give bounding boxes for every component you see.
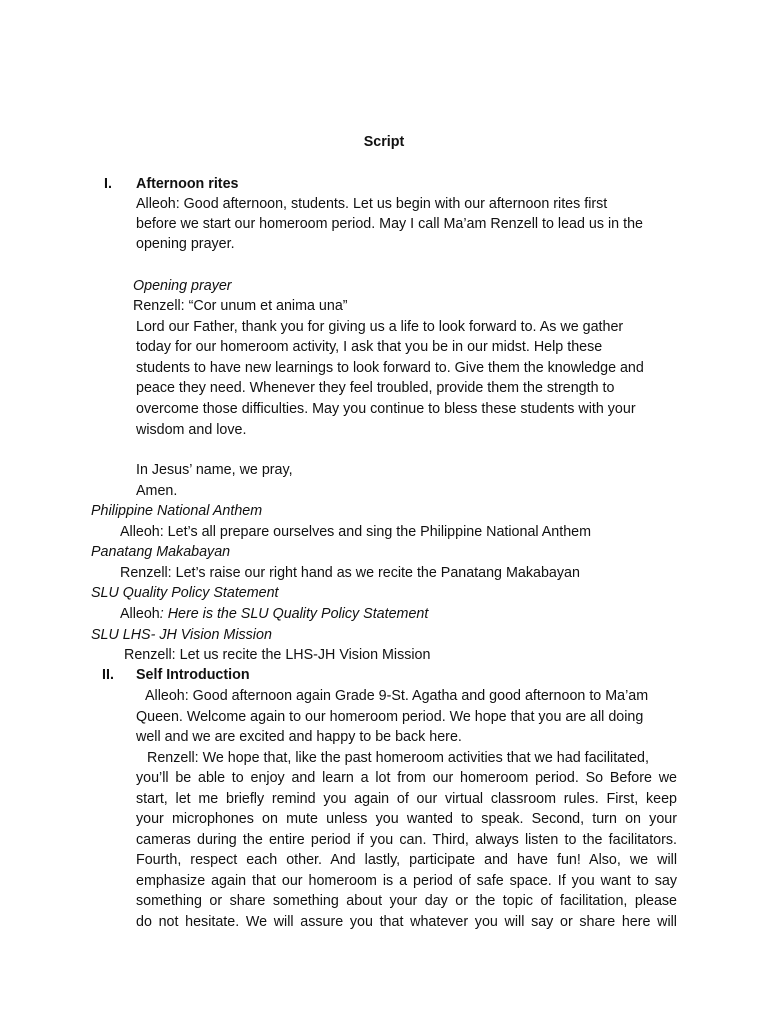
panatang-heading: Panatang Makabayan	[91, 544, 231, 560]
section-1-heading: Afternoon rites	[136, 176, 239, 192]
prayer-amen: Amen.	[136, 483, 178, 499]
rules-para-line: Fourth, respect each other. And lastly, participate and have fun! Also, we will	[136, 852, 677, 868]
prayer-speaker: Renzell: “Cor unum et anima una”	[133, 298, 348, 314]
prayer-line: wisdom and love.	[136, 422, 247, 438]
rules-para-line: you’ll be able to enjoy and learn a lot from our homeroom period. So Before we	[136, 770, 677, 786]
prayer-line: peace they need. Whenever they feel troubled, provide them the strength to	[136, 380, 615, 396]
prayer-line: overcome those difficulties. May you continue to bless these students with your	[136, 401, 636, 417]
intro-para-line: Alleoh: Good afternoon again Grade 9-St. Agatha and good afternoon to Ma’am	[145, 688, 649, 704]
rules-para-line: something or share something about your day or the topic of facilitation, please	[136, 893, 677, 909]
prayer-closing: In Jesus’ name, we pray,	[136, 462, 293, 478]
vision-heading: SLU LHS- JH Vision Mission	[91, 627, 272, 643]
anthem-heading: Philippine National Anthem	[91, 503, 263, 519]
prayer-line: today for our homeroom activity, I ask that you be in our midst. Help these	[136, 339, 603, 355]
section-1-numeral: I.	[104, 176, 112, 192]
panatang-line: Renzell: Let’s raise our right hand as we recite the Panatang Makabayan	[120, 565, 580, 581]
rules-para-line: cameras during the entire period if you can. Third, always listen to the facilitators.	[136, 832, 677, 848]
vision-line: Renzell: Let us recite the LHS-JH Vision Mission	[124, 647, 431, 663]
anthem-line: Alleoh: Let’s all prepare ourselves and sing the Philippine National Anthem	[120, 524, 592, 540]
policy-heading: SLU Quality Policy Statement	[91, 585, 279, 601]
intro-line: before we start our homeroom period. May I call Ma’am Renzell to lead us in the	[136, 216, 643, 232]
intro-para-line: Queen. Welcome again to our homeroom period. We hope that you are all doing	[136, 709, 644, 725]
rules-para-line: Renzell: We hope that, like the past homeroom activities that we had facilitated,	[147, 750, 649, 766]
rules-para-line: your microphones on mute unless you wanted to speak. Second, turn on your	[136, 811, 677, 827]
rules-para-line: emphasize again that our homeroom is a period of safe space. If you want to say	[136, 873, 677, 889]
document-title: Script	[363, 134, 405, 150]
opening-prayer-heading: Opening prayer	[133, 278, 232, 294]
section-2-heading: Self Introduction	[136, 667, 250, 683]
policy-speaker: Alleoh	[120, 606, 160, 622]
rules-para-line: do not hesitate. We will assure you that whatever you will say or share here will	[136, 914, 677, 930]
policy-statement: : Here is the SLU Quality Policy Statement	[159, 606, 429, 622]
prayer-line: students to have new learnings to look forward to. Give them the knowledge and	[136, 360, 644, 376]
intro-line: opening prayer.	[136, 236, 235, 252]
intro-line: Alleoh: Good afternoon, students. Let us begin with our afternoon rites first	[136, 196, 608, 212]
rules-para-line: start, let me briefly remind you again of our virtual classroom rules. First, keep	[136, 791, 677, 807]
intro-para-line: well and we are excited and happy to be back here.	[136, 729, 462, 745]
policy-line	[120, 604, 428, 624]
section-2-numeral: II.	[102, 667, 114, 683]
prayer-line: Lord our Father, thank you for giving us a life to look forward to. As we gather	[136, 319, 624, 335]
